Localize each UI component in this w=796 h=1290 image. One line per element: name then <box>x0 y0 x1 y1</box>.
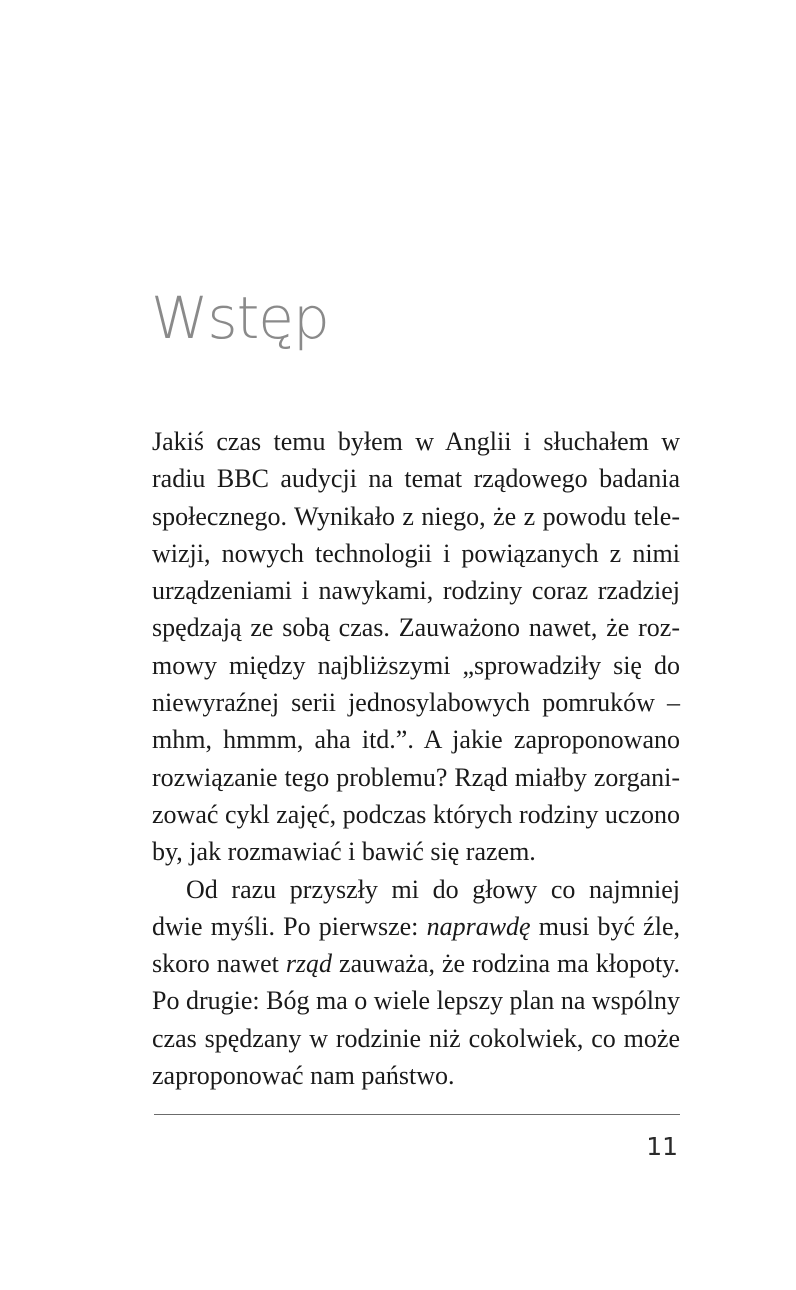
page-number: 11 <box>646 1132 678 1161</box>
chapter-title: Wstęp <box>151 284 329 352</box>
emphasis-rzad: rząd <box>285 949 333 979</box>
emphasis-naprawde: naprawdę <box>426 911 531 941</box>
body-text <box>152 423 680 1094</box>
paragraph-2-part-3: zauważa, że rodzina ma kłopoty. Po drugie: Bóg ma o wiele lepszy plan na wspólny czas spędzany w rodzinie niż cokolwiek, co może zaproponować nam państwo. <box>152 949 680 1091</box>
paragraph-2 <box>152 871 680 1095</box>
paragraph-2-part-1: Od razu przyszły mi do głowy co najmniej dwie myśli. Po pierwsze: <box>152 874 680 941</box>
paragraph-1: Jakiś czas temu byłem w Anglii i słuchałem w radiu BBC audycji na temat rządowego badania społecznego. Wynikało z niego, że z powodu telewizji, nowych technologii i powiązanych z nimi urządzeniami i nawykami, rodziny coraz rzadziej spędzają ze sobą czas. Zauważono nawet, że rozmowy między najbliższymi „sprowadziły się do niewyraźnej serii jednosylabowych pomruków – mhm, hmmm, aha itd.”. A jakie zaproponowano rozwiązanie tego problemu? Rząd miałby zorganizować cykl zajęć, podczas których rodziny uczono by, jak rozmawiać i bawić się razem. <box>152 427 680 867</box>
paragraph-2-part-2: musi być źle, skoro nawet <box>152 911 680 979</box>
footer-divider <box>154 1114 680 1115</box>
